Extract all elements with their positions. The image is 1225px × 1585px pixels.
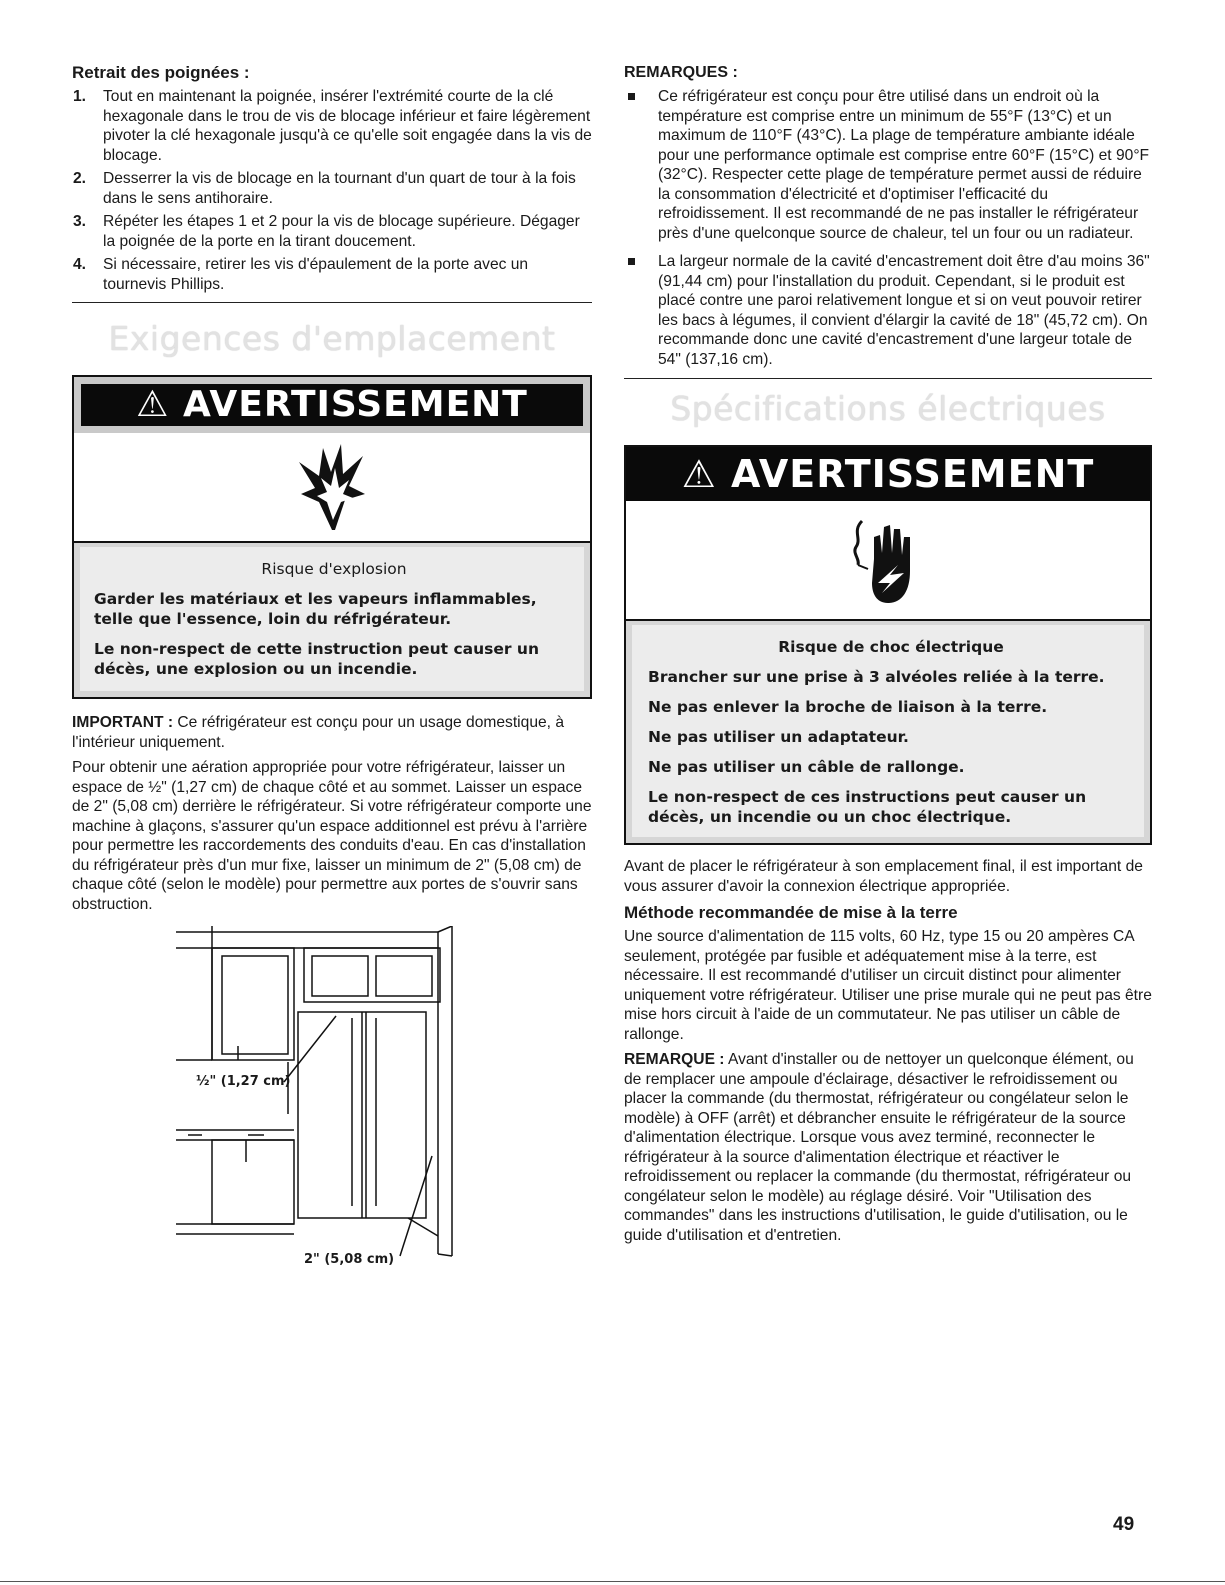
warning-line: Le non-respect de cette instruction peut causer un décès, une explosion ou un incendie. — [94, 640, 539, 678]
risk-title: Risque de choc électrique — [778, 638, 1004, 656]
warning-body — [74, 543, 590, 697]
important-paragraph: IMPORTANT : Ce réfrigérateur est conçu pour un usage domestique, à l'intérieur uniquement. — [72, 714, 565, 751]
warning-line: Ne pas utiliser un câble de rallonge. — [648, 758, 965, 776]
right-column — [624, 62, 1152, 1245]
handles-title: Retrait des poignées : — [72, 63, 250, 82]
electric-shock-icon — [626, 501, 1150, 621]
warning-box-explosion — [72, 375, 592, 699]
warning-line: Le non-respect de ces instructions peut causer un décès, un incendie ou un choc électrique. — [648, 788, 1087, 826]
divider — [72, 302, 592, 303]
note-paragraph: REMARQUE : Avant d'installer ou de nettoyer un quelconque élément, ou de remplacer une ampoule d'éclairage, désactiver le refroidissement ou placer la commande (du thermostat, réfrigérateur ou congélateur selon le modèle) à OFF (arrêt) et débrancher ensuite le réfrigérateur de la source d'alimentation électrique. Lorsque vous avez terminé, reconnecter le réfrigérateur à la source d'alimentation électrique et réactiver le refroidissement ou replacer la commande (du thermostat, réfrigérateur ou congélateur selon le modèle) au réglage désiré. Voir "Utilisation des commandes" dans les instructions d'utilisation, le guide d'utilisation, ou le guide d'utilisation et d'entretien. — [624, 1051, 1134, 1244]
risk-title: Risque d'explosion — [261, 560, 407, 578]
side-clearance-label: ½" (1,27 cm) — [196, 1074, 291, 1089]
left-column — [72, 62, 592, 1266]
section-title-electrical: Spécifications électriques — [670, 389, 1106, 428]
warning-box-electric — [624, 445, 1152, 845]
method-title: Méthode recommandée de mise à la terre — [624, 903, 958, 922]
remarks-list — [624, 87, 1152, 369]
section-title-location: Exigences d'emplacement — [108, 319, 556, 358]
list-item: 2. Desserrer la vis de blocage en la tournant d'un quart de tour à la fois dans le sens antihoraire. — [73, 170, 576, 207]
warning-line: Brancher sur une prise à 3 alvéoles reliée à la terre. — [648, 668, 1105, 686]
warning-header: ⚠ AVERTISSEMENT — [74, 377, 590, 433]
handles-steps — [72, 87, 592, 294]
list-item: La largeur normale de la cavité d'encastrement doit être d'au moins 36" (91,44 cm) pour l'installation du produit. Cependant, si le produit est placé contre une paroi relativement longue et si on veut pouvoir retirer les bacs à légumes, il convient d'élargir la cavité de 18" (45,72 cm). On recommande donc une cavité d'encastrement d'une largeur totale de 54" (137,16 cm). — [624, 252, 1152, 369]
list-item: 1. Tout en maintenant la poignée, insérer l'extrémité courte de la clé hexagonale dans le trou de vis de blocage inférieur et faire légèrement pivoter la clé hexagonale jusqu'à ce qu'elle soit engagée dans la vis de blocage. — [73, 88, 592, 164]
warning-triangle-icon: ⚠ — [681, 452, 717, 496]
list-item: Ce réfrigérateur est conçu pour être utilisé dans un endroit où la température est comprise entre un minimum de 55°F (13°C) et un maximum de 110°F (43°C). La plage de température ambiante idéale pour une performance optimale est comprise entre 60°F (15°C) et 90°F (32°C). Respecter cette plage de température permet aussi de réduire la consommation d'électricité et d'optimiser l'efficacité du refroidissement. Il est recommandé de ne pas installer le réfrigérateur près d'une quelconque source de chaleur, tel un four ou un radiateur. — [624, 87, 1152, 243]
list-item: 3. Répéter les étapes 1 et 2 pour la vis de blocage supérieure. Dégager la poignée de la porte en la tirant doucement. — [73, 213, 580, 250]
page-number: 49 — [1113, 1514, 1135, 1535]
aeration-paragraph: Pour obtenir une aération appropriée pour votre réfrigérateur, laisser un espace de ½" (1,27 cm) de chaque côté et au sommet. Laisser un espace de 2" (5,08 cm) derrière le réfrigérateur. Si votre réfrigérateur comporte une machine à glaçons, s'assurer qu'un espace additionnel est prévu à l'arrière pour permettre les raccordements des conduits d'eau. En cas d'installation du réfrigérateur près d'un mur fixe, laisser un minimum de 2" (5,08 cm) de chaque côté (selon le modèle) pour permettre aux portes de s'ouvrir sans obstruction. — [72, 759, 592, 913]
before-paragraph: Avant de placer le réfrigérateur à son emplacement final, il est important de vous assurer d'avoir la connexion électrique appropriée. — [624, 858, 1143, 895]
bottom-divider — [0, 1581, 1225, 1582]
clearance-diagram — [176, 926, 476, 1266]
list-item: 4. Si nécessaire, retirer les vis d'épaulement de la porte avec un tournevis Phillips. — [73, 256, 529, 293]
warning-body — [626, 621, 1150, 843]
explosion-icon — [74, 433, 590, 543]
warning-line: Ne pas enlever la broche de liaison à la terre. — [648, 698, 1048, 716]
back-clearance-label: 2" (5,08 cm) — [304, 1252, 395, 1267]
warning-line: Garder les matériaux et les vapeurs inflammables, telle que l'essence, loin du réfrigérateur. — [94, 590, 537, 628]
method-paragraph: Une source d'alimentation de 115 volts, 60 Hz, type 15 ou 20 ampères CA seulement, protégée par fusible et adéquatement mise à la terre, est nécessaire. Il est recommandé d'utiliser un circuit distinct pour alimenter uniquement votre réfrigérateur. Utiliser une prise murale qui ne peut pas être mise hors circuit à l'aide de un commutateur. Ne pas utiliser un câble de rallonge. — [624, 928, 1152, 1043]
remarks-title: REMARQUES : — [624, 64, 738, 81]
warning-header: ⚠ AVERTISSEMENT — [626, 447, 1150, 501]
warning-triangle-icon: ⚠ — [136, 384, 170, 425]
warning-line: Ne pas utiliser un adaptateur. — [648, 728, 909, 746]
